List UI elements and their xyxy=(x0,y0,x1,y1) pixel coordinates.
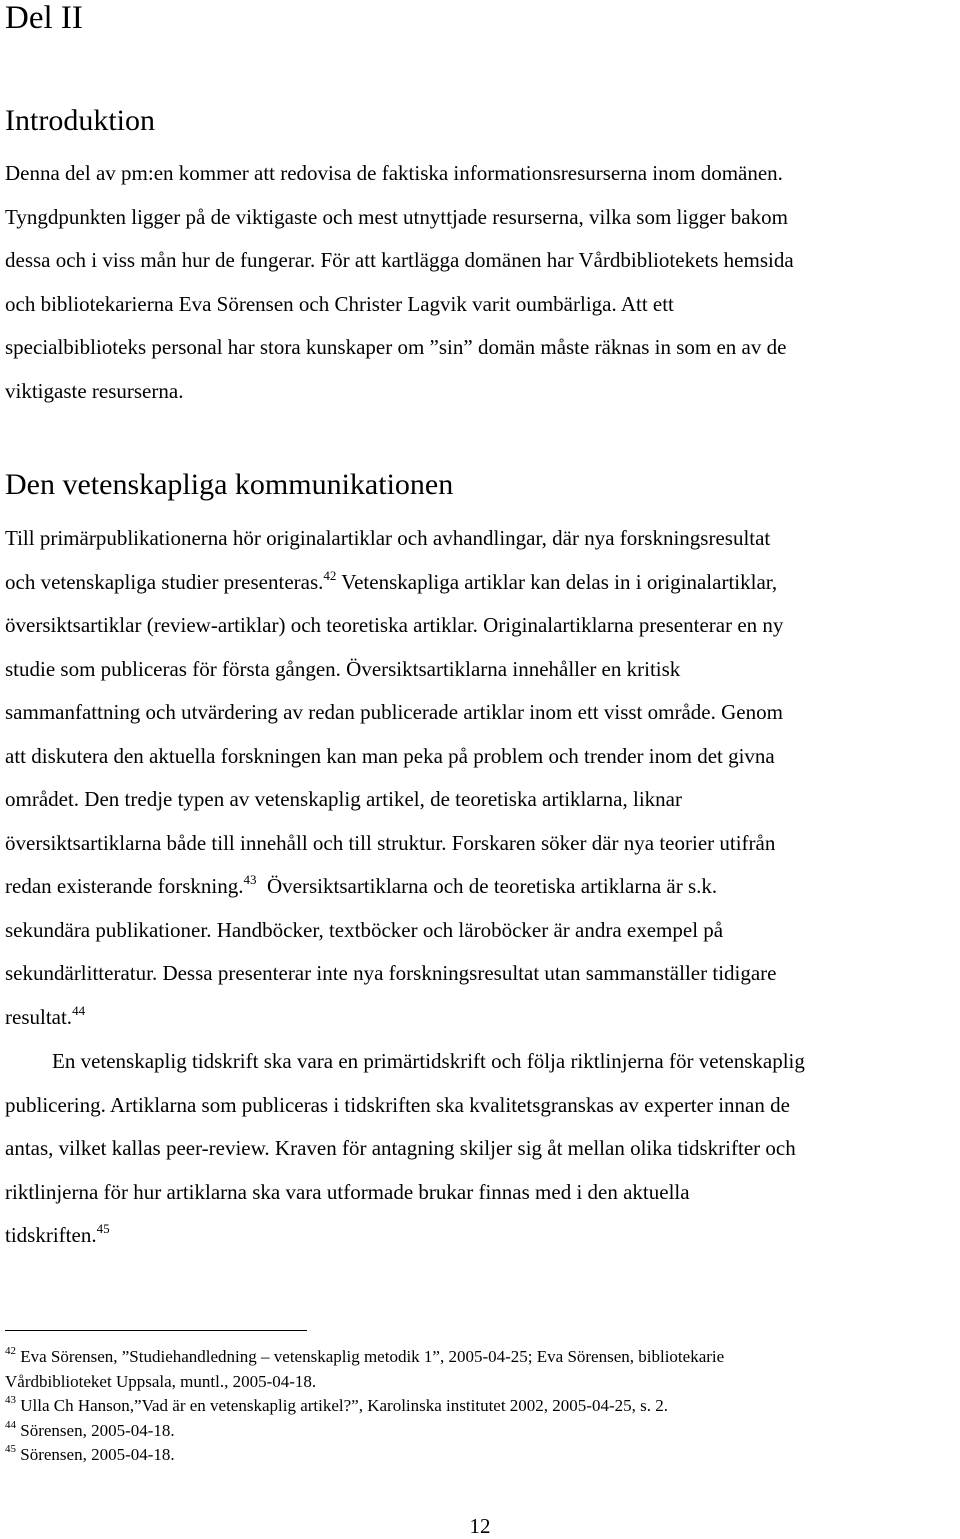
paragraph-line: sekundärlitteratur. Dessa presenterar inte nya forskningsresultat utan sammanställer tidigare xyxy=(5,961,777,985)
paragraph-line: dessa och i viss mån hur de fungerar. För att kartlägga domänen har Vårdbibliotekets hemsida xyxy=(5,248,794,272)
introduction-paragraph xyxy=(5,152,794,413)
footnote-number: 43 xyxy=(5,1394,16,1406)
scientific-communication-paragraph-1 xyxy=(5,517,783,1039)
paragraph-line: studie som publiceras för första gången. Översiktsartiklarna innehåller en kritisk xyxy=(5,656,681,681)
paragraph-line: och vetenskapliga studier presenteras.$^{42}$ Vetenskapliga artiklar kan delas in i originalartiklar, xyxy=(5,567,778,594)
page-number: 12 xyxy=(469,1514,491,1538)
footnote-45: $^{45}$ Sörensen, 2005-04-18. xyxy=(5,1443,175,1464)
footnote-44: $^{44}$ Sörensen, 2005-04-18. xyxy=(5,1418,175,1440)
paragraph-line: redan existerande forskning.$^{43}$ Översiktsartiklarna och de teoretiska artiklarna är s.k. xyxy=(5,872,718,898)
footnotes xyxy=(5,1345,724,1468)
footnote-ref-44: 44 xyxy=(72,1002,86,1018)
paragraph-line: viktigaste resurserna. xyxy=(5,378,184,403)
footnote-43: $^{43}$ Ulla Ch Hanson,”Vad är en vetenskaplig artikel?”, Karolinska institutet 2002, 2005-04-25, s. 2. xyxy=(5,1394,668,1415)
paragraph-line: området. Den tredje typen av vetenskaplig artikel, de teoretiska artiklarna, liknar xyxy=(5,787,682,811)
footnote-ref-43: 43 xyxy=(243,872,257,887)
footnote-number: 44 xyxy=(5,1418,16,1431)
footnote-ref-42: 42 xyxy=(323,567,337,583)
paragraph-line: sekundära publikationer. Handböcker, textböcker och läroböcker är andra exempel på xyxy=(5,917,724,942)
paragraph-line: sammanfattning och utvärdering av redan publicerade artiklar inom ett visst område. Genom xyxy=(5,700,783,724)
paragraph-line: översiktsartiklar (review-artiklar) och teoretiska artiklar. Originalartiklarna presenterar en ny xyxy=(5,613,784,637)
paragraph-line: att diskutera den aktuella forskningen kan man peka på problem och trender inom det givna xyxy=(5,743,775,768)
footnote-42-continued: Vårdbiblioteket Uppsala, muntl., 2005-04-18. xyxy=(5,1371,317,1391)
paragraph-line: publicering. Artiklarna som publiceras i tidskriften ska kvalitetsgranskas av experter innan de xyxy=(5,1092,790,1117)
scientific-communication-paragraph-2 xyxy=(5,1040,805,1258)
footnote-number: 45 xyxy=(5,1443,16,1455)
paragraph-line: riktlinjerna för hur artiklarna ska vara utformade brukar finnas med i den aktuella xyxy=(5,1179,690,1204)
paragraph-line: tidskriften.$^{45}$ xyxy=(5,1221,110,1247)
section-title-introduction: Introduktion xyxy=(5,104,155,137)
part-title: Del II xyxy=(5,0,83,36)
paragraph-line: och bibliotekarierna Eva Sörensen och Christer Lagvik varit oumbärliga. Att ett xyxy=(5,291,674,316)
paragraph-line: Till primärpublikationerna hör originalartiklar och avhandlingar, där nya forskningsresultat xyxy=(5,526,771,550)
paragraph-line: Denna del av pm:en kommer att redovisa de faktiska informationsresurserna inom domänen. xyxy=(5,161,783,185)
paragraph-line: En vetenskaplig tidskrift ska vara en primärtidskrift och följa riktlinjerna för vetenskaplig xyxy=(52,1049,805,1073)
section-title-scientific-communication: Den vetenskapliga kommunikationen xyxy=(5,468,454,501)
footnote-ref-45: 45 xyxy=(96,1221,110,1236)
footnote-number: 42 xyxy=(5,1345,16,1357)
paragraph-line: Tyngdpunkten ligger på de viktigaste och mest utnyttjade resurserna, vilka som ligger bakom xyxy=(5,204,788,229)
footnote-separator xyxy=(5,1330,307,1331)
paragraph-line: antas, vilket kallas peer-review. Kraven för antagning skiljer sig åt mellan olika tidskrifter och xyxy=(5,1136,796,1160)
footnote-42: $^{42}$ Eva Sörensen, ”Studiehandledning – vetenskaplig metodik 1”, 2005-04-25; Eva Sörensen, bibliotekarie xyxy=(5,1345,725,1366)
paragraph-line: specialbiblioteks personal har stora kunskaper om ”sin” domän måste räknas in som en av de xyxy=(5,335,787,359)
paragraph-line: resultat.$^{44}$ xyxy=(5,1002,86,1029)
paragraph-line: översiktsartiklarna både till innehåll och till struktur. Forskaren söker där nya teorier utifrån xyxy=(5,830,776,855)
